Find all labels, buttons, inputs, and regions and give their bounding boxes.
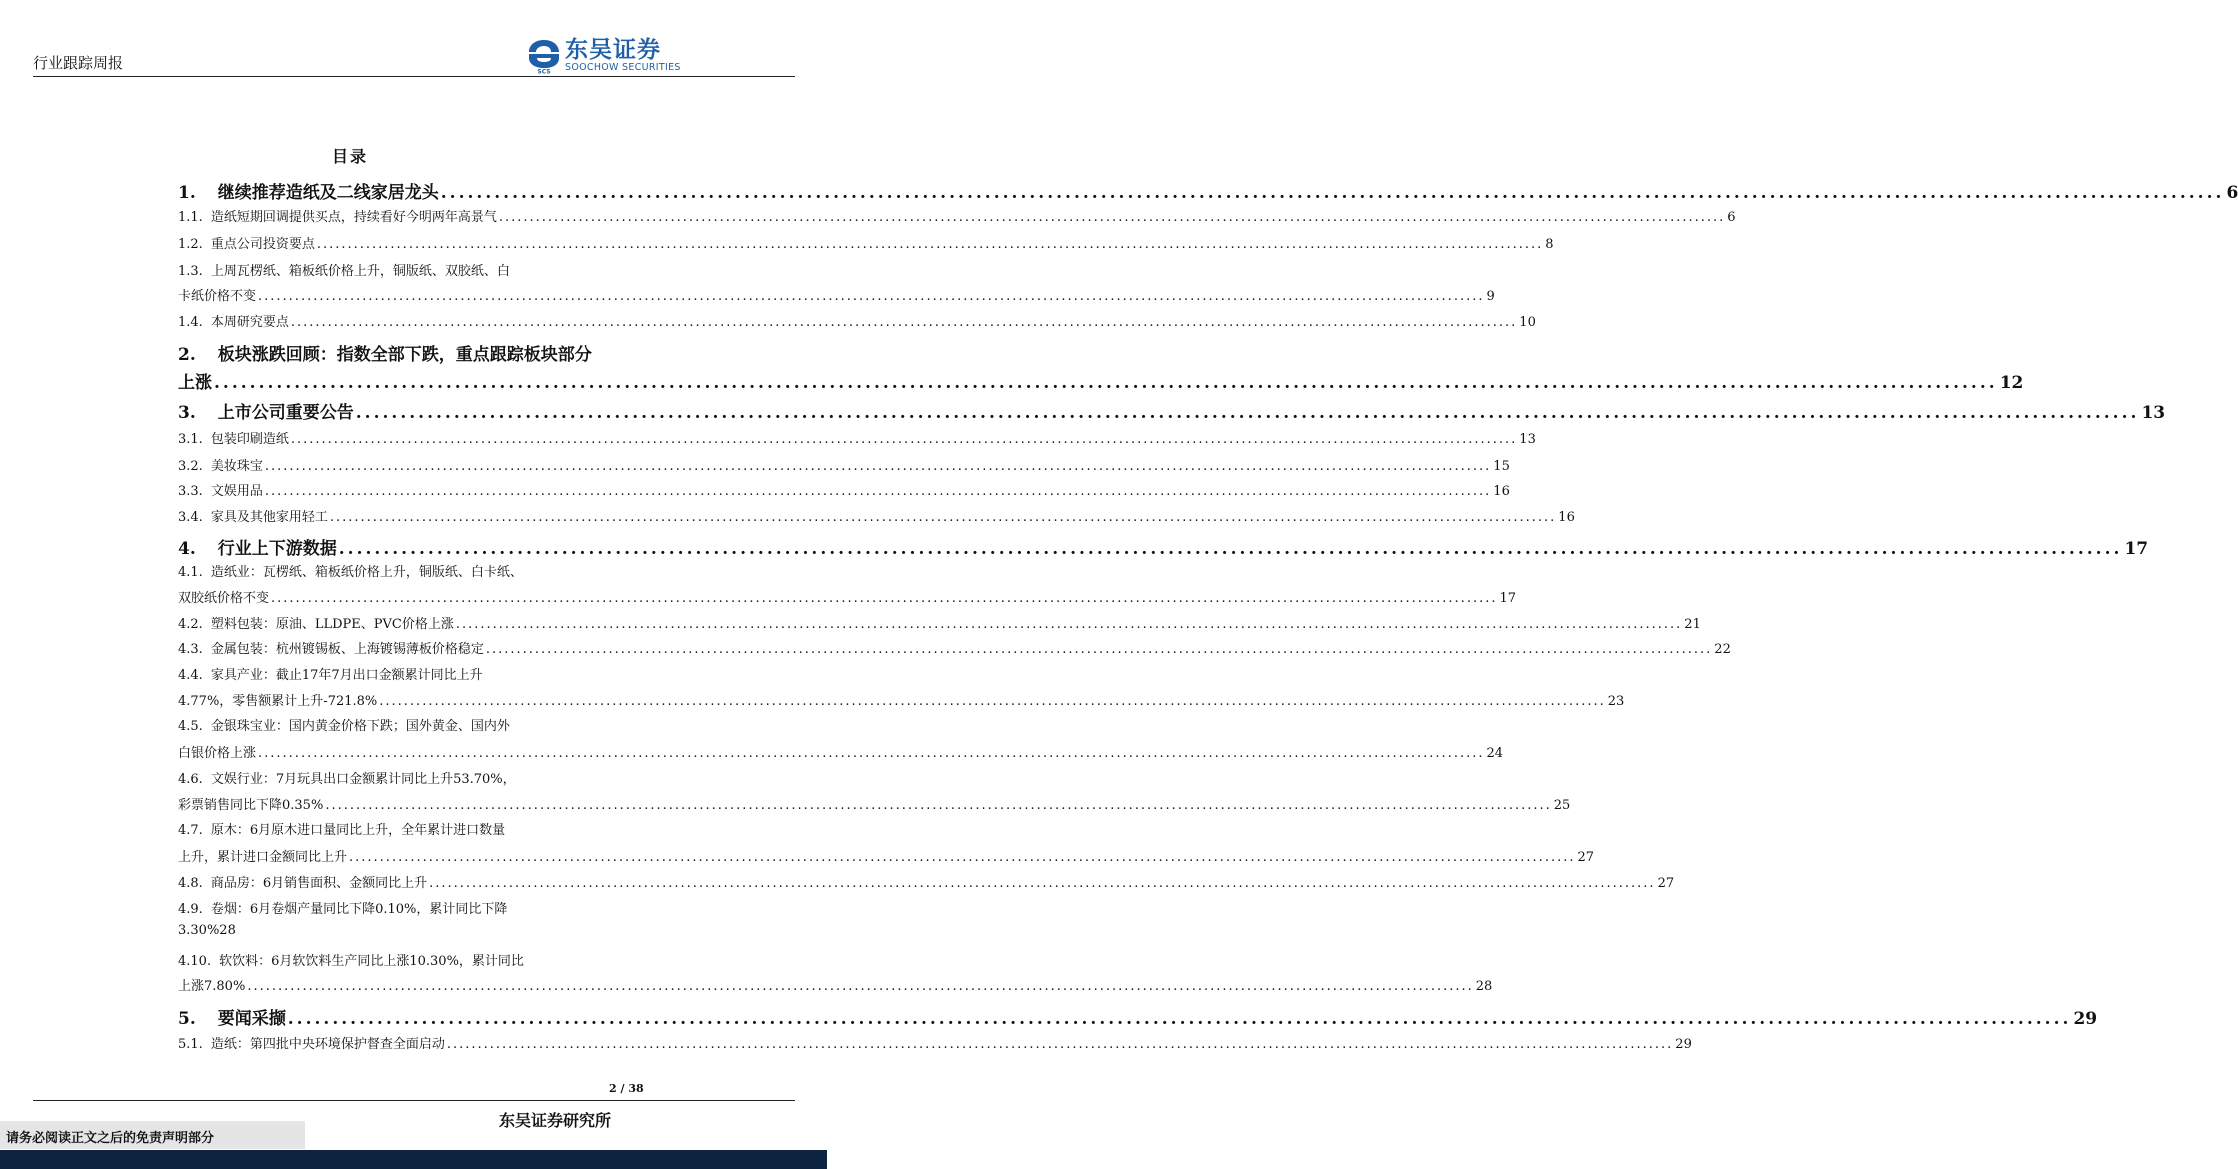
toc-entry-label: 重点公司投资要点 — [210, 237, 315, 252]
toc-entry-label: 家具及其他家用轻工 — [210, 510, 328, 525]
toc-entry-label: 上升，累计进口金额同比上升 — [178, 850, 348, 865]
toc-leader-dots: ........................................................................................................................................................................................................ — [485, 642, 1713, 657]
toc-page-number: 6 — [2226, 183, 2238, 203]
toc-page-number: 16 — [1558, 510, 1575, 525]
toc-entry[interactable] — [178, 561, 523, 580]
toc-entry[interactable] — [178, 872, 1675, 891]
toc-entry-number: 1.3. — [178, 264, 203, 279]
toc-entry-label: 卷烟：6月卷烟产量同比下降0.10%，累计同比下降 — [210, 902, 508, 917]
toc-leader-dots: ........................................................................................................................................................................................................ — [316, 237, 1544, 252]
toc-entry-number: 4.5. — [178, 719, 203, 734]
toc-entry-label: 文娱用品 — [210, 484, 263, 499]
toc-entry[interactable] — [178, 480, 1510, 499]
toc-entry-label: 继续推荐造纸及二线家居龙头 — [217, 183, 439, 203]
toc-entry-label: 文娱行业：7月玩具出口金额累计同比上升53.70%， — [210, 772, 516, 787]
toc-page-number: 22 — [1714, 642, 1731, 657]
toc-entry[interactable] — [178, 715, 510, 734]
toc-entry[interactable] — [178, 975, 1493, 994]
toc-entry-label: 造纸：第四批中央环境保护督查全面启动 — [210, 1037, 445, 1052]
toc-leader-dots: ........................................................................................................................................................................................................ — [290, 315, 1518, 330]
toc-page-number: 28 — [1475, 979, 1493, 994]
toc-entry-number: 4.2. — [178, 617, 203, 632]
bottom-color-bar — [0, 1150, 827, 1169]
toc-page-number: 8 — [1545, 237, 1554, 252]
toc-entry[interactable] — [178, 664, 483, 683]
disclaimer-text: 请务必阅读正文之后的免责声明部分 — [6, 1131, 215, 1146]
toc-leader-dots: ........................................................................................................................................................................................................ — [290, 432, 1518, 447]
toc-entry-label: 原木：6月原木进口量同比上升，全年累计进口数量 — [210, 823, 506, 838]
toc-entry[interactable] — [178, 260, 510, 279]
toc-page-number: 13 — [1519, 432, 1536, 447]
toc-entry-number: 4.9. — [178, 902, 203, 917]
toc-page-number: 25 — [1553, 798, 1571, 813]
toc-page-number: 9 — [1486, 289, 1495, 304]
toc-page-number: 21 — [1684, 617, 1701, 632]
toc-entry-label: 包装印刷造纸 — [210, 432, 289, 447]
toc-entry-number: 3.2. — [178, 459, 203, 474]
toc-leader-dots: ........................................................................................................................................................................................................ — [258, 746, 1485, 761]
toc-entry-number: 1.2. — [178, 237, 203, 252]
toc-entry[interactable] — [178, 368, 2024, 393]
toc-entry[interactable] — [178, 398, 2166, 423]
logo-mark-text: SCS — [537, 68, 551, 76]
toc-entry-number: 3. — [178, 403, 196, 423]
toc-entry-label: 行业上下游数据 — [217, 539, 337, 559]
toc-entry[interactable] — [178, 178, 2238, 203]
toc-entry[interactable] — [178, 340, 592, 365]
toc-entry[interactable] — [178, 794, 1571, 813]
company-logo — [527, 38, 681, 74]
toc-entry-label: 白银价格上涨 — [178, 746, 257, 761]
toc-entry[interactable] — [178, 587, 1517, 606]
toc-leader-dots: ........................................................................................................................................................................................................ — [325, 798, 1552, 813]
toc-entry[interactable] — [178, 285, 1495, 304]
toc-leader-dots: ........................................................................................................................................................................................................ — [379, 694, 1606, 709]
page-indicator: 2 / 38 — [609, 1082, 644, 1095]
toc-entry[interactable] — [178, 742, 1504, 761]
toc-entry-number: 3.1. — [178, 432, 203, 447]
toc-entry-number: 4.7. — [178, 823, 203, 838]
toc-entry-label: 本周研究要点 — [210, 315, 289, 330]
toc-entry[interactable] — [178, 455, 1510, 474]
toc-entry-label: 上涨 — [178, 373, 212, 393]
toc-page-number: 15 — [1493, 459, 1510, 474]
toc-leader-dots: ........................................................................................................................................................................................................ — [429, 876, 1656, 891]
toc-entry-number: 1.1. — [178, 210, 203, 225]
toc-leader-dots: ........................................................................................................................................................................................................ — [214, 373, 1998, 393]
toc-entry-number: 5. — [178, 1009, 196, 1029]
toc-page-number: 29 — [2073, 1009, 2098, 1029]
toc-page-number: 27 — [1657, 876, 1675, 891]
toc-title: 目录 — [331, 147, 368, 166]
toc-page-number: 12 — [1999, 373, 2024, 393]
toc-entry-label: 双胶纸价格不变 — [178, 591, 270, 606]
toc-entry-label: 塑料包装：原油、LLDPE、PVC价格上涨 — [210, 617, 454, 632]
toc-page-number: 10 — [1519, 315, 1536, 330]
toc-entry-label: 软饮料：6月软饮料生产同比上涨10.30%，累计同比 — [219, 954, 524, 969]
toc-entry-number: 1. — [178, 183, 196, 203]
toc-entry[interactable] — [178, 898, 507, 917]
toc-entry[interactable] — [178, 923, 641, 938]
toc-leader-dots: ........................................................................................................................................................................................................ — [329, 510, 1557, 525]
report-type-label: 行业跟踪周报 — [33, 54, 124, 72]
toc-page-number: 27 — [1577, 850, 1595, 865]
toc-entry-number: 4.3. — [178, 642, 203, 657]
toc-page-number: 6 — [1727, 210, 1736, 225]
toc-entry-label: 金属包装：杭州镀锡板、上海镀锡薄板价格稳定 — [210, 642, 484, 657]
toc-leader-dots: ........................................................................................................................................................................................................ — [264, 484, 1492, 499]
toc-leader-dots: ........................................................................................................................................................................................................ — [258, 289, 1485, 304]
toc-entry-label: 要闻采撷 — [217, 1009, 286, 1029]
toc-entry[interactable] — [178, 206, 1736, 225]
toc-leader-dots: ........................................................................................................................................................................................................ — [498, 210, 1726, 225]
toc-entry[interactable] — [178, 233, 1554, 252]
toc-entry-label: 造纸业：瓦楞纸、箱板纸价格上升，铜版纸、白卡纸、 — [210, 565, 523, 580]
toc-leader-dots: ........................................................................................................................................................................................................ — [440, 183, 2225, 203]
toc-leader-dots: ........................................................................................................................................................................................................ — [349, 850, 1576, 865]
toc-entry-label: 彩票销售同比下降0.35% — [178, 798, 324, 813]
toc-leader-dots: ........................................................................................................................................................................................................ — [271, 591, 1498, 606]
toc-entry[interactable] — [178, 506, 1575, 525]
toc-page-number: 13 — [2141, 403, 2166, 423]
logo-english-name: SOOCHOW SECURITIES — [565, 62, 681, 73]
research-institute-name: 东吴证券研究所 — [499, 1111, 612, 1130]
footer-divider — [33, 1100, 795, 1101]
toc-entry-label: 上涨7.80% — [178, 979, 246, 994]
toc-leader-dots: ........................................................................................................................................................................................................ — [455, 617, 1683, 632]
toc-entry-number: 4.6. — [178, 772, 203, 787]
toc-entry-number: 4.8. — [178, 876, 203, 891]
toc-entry[interactable] — [178, 950, 524, 969]
toc-entry-label: 美妆珠宝 — [210, 459, 263, 474]
toc-entry[interactable] — [178, 690, 1625, 709]
toc-entry-number: 1.4. — [178, 315, 203, 330]
header-divider — [33, 76, 795, 77]
toc-entry-number: 5.1. — [178, 1037, 203, 1052]
toc-entry-label: 金银珠宝业：国内黄金价格下跌；国外黄金、国内外 — [210, 719, 510, 734]
toc-leader-dots: ........................................................................................................................................................................................................ — [264, 459, 1492, 474]
toc-entry[interactable] — [178, 534, 2149, 559]
toc-page-number: 17 — [1499, 591, 1517, 606]
logo-chinese-name: 东吴证券 — [565, 37, 661, 63]
toc-leader-dots: ........................................................................................................................................................................................................ — [287, 1009, 2072, 1029]
toc-entry[interactable] — [178, 846, 1595, 865]
toc-leader-dots: ........................................................................................................................................................................................................ — [338, 539, 2123, 559]
toc-leader-dots: ........................................................................................................................................................................................................ — [446, 1037, 1674, 1052]
scs-logo-icon — [527, 38, 561, 74]
toc-entry-label: 家具产业：截止17年7月出口金额累计同比上升 — [210, 668, 483, 683]
toc-page-number: 16 — [1493, 484, 1510, 499]
toc-entry[interactable] — [178, 613, 1701, 632]
toc-entry-number: 2. — [178, 345, 196, 365]
toc-page-number: 17 — [2124, 539, 2149, 559]
toc-entry-number: 4.1. — [178, 565, 203, 580]
toc-entry-number: 4.4. — [178, 668, 203, 683]
toc-entry[interactable] — [178, 311, 1536, 330]
toc-entry-label: 造纸短期回调提供买点，持续看好今明两年高景气 — [210, 210, 497, 225]
toc-entry-label: 上市公司重要公告 — [217, 403, 354, 423]
toc-leader-dots: ........................................................................................................................................................................................................ — [355, 403, 2140, 423]
toc-entry-label: 商品房：6月销售面积、金额同比上升 — [210, 876, 428, 891]
toc-entry[interactable] — [178, 428, 1536, 447]
toc-entry-label: 3.30%28 — [178, 923, 236, 938]
toc-entry-label: 上周瓦楞纸、箱板纸价格上升，铜版纸、双胶纸、白 — [210, 264, 510, 279]
toc-entry[interactable] — [178, 768, 516, 787]
toc-entry-number: 3.3. — [178, 484, 203, 499]
toc-entry[interactable] — [178, 1004, 2098, 1029]
toc-page-number: 29 — [1675, 1037, 1692, 1052]
toc-leader-dots: ........................................................................................................................................................................................................ — [247, 979, 1474, 994]
toc-entry-number: 4.10. — [178, 954, 212, 969]
toc-entry[interactable] — [178, 638, 1731, 657]
toc-entry-label: 板块涨跌回顾：指数全部下跌，重点跟踪板块部分 — [217, 345, 592, 365]
toc-page-number: 23 — [1607, 694, 1625, 709]
toc-entry-label: 4.77%，零售额累计上升-721.8% — [178, 694, 378, 709]
toc-page-number: 24 — [1486, 746, 1504, 761]
toc-entry-label: 卡纸价格不变 — [178, 289, 257, 304]
toc-entry[interactable] — [178, 1033, 1692, 1052]
toc-entry-number: 3.4. — [178, 510, 203, 525]
toc-entry[interactable] — [178, 819, 505, 838]
toc-entry-number: 4. — [178, 539, 196, 559]
